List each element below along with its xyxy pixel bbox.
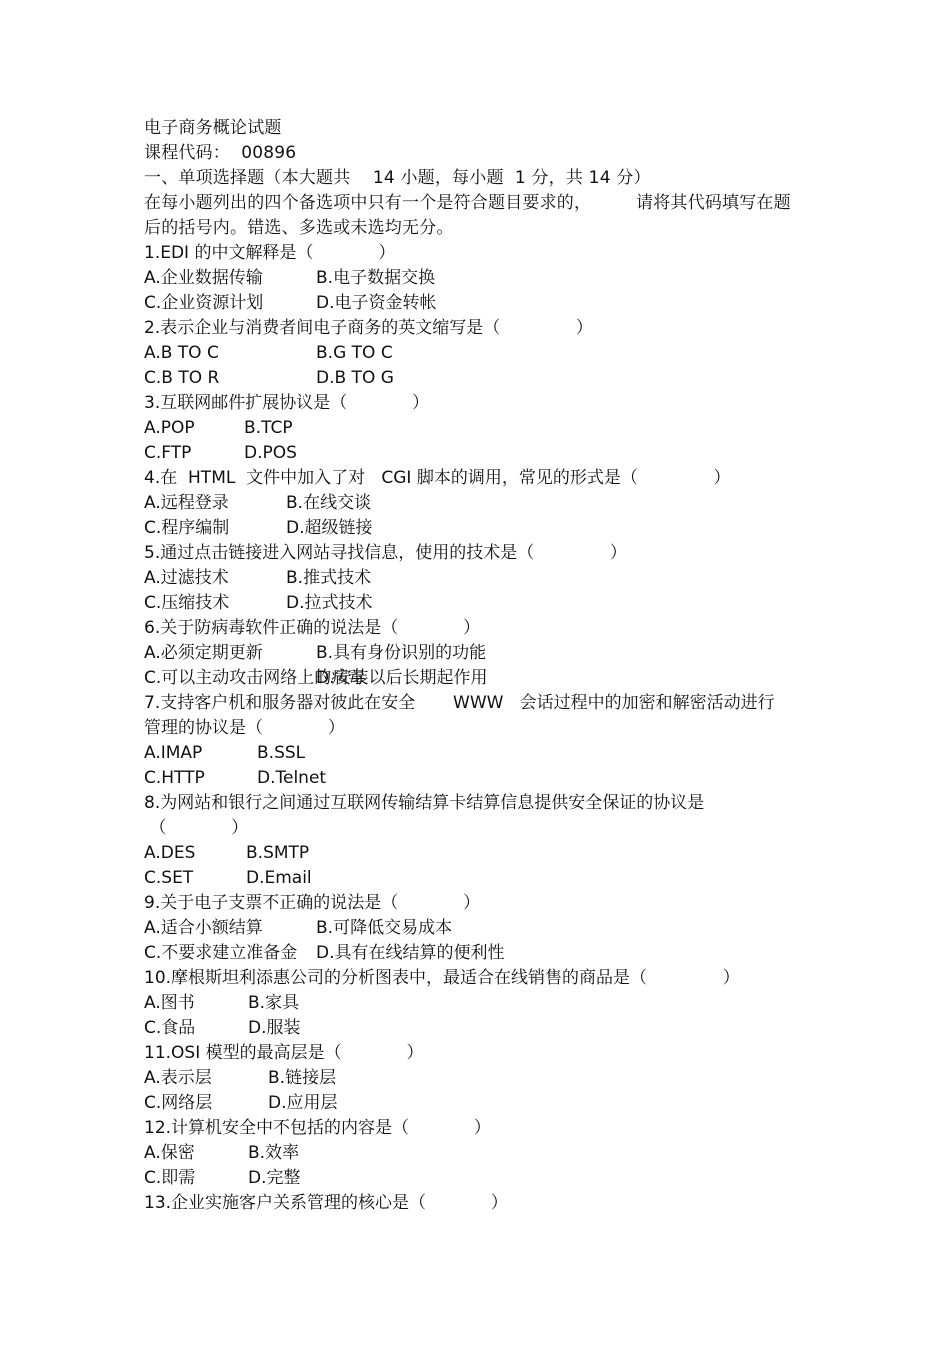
option-choice: D.POS	[244, 443, 297, 463]
question-item	[144, 241, 824, 316]
option-row	[144, 666, 824, 691]
option-choice: C.HTTP	[144, 768, 205, 788]
question-list	[144, 241, 824, 1216]
question-stem: （ ）	[144, 818, 249, 838]
question-stem: 12.计算机安全中不包括的内容是（ ）	[144, 1118, 491, 1138]
option-choice: D.完整	[248, 1168, 301, 1188]
option-choice: B.推式技术	[286, 568, 372, 588]
option-choice: C.B TO R	[144, 368, 220, 388]
question-item	[144, 1191, 824, 1216]
option-row	[144, 366, 824, 391]
option-choice: C.食品	[144, 1018, 196, 1038]
question-stem: 9.关于电子支票不正确的说法是（ ）	[144, 893, 481, 913]
option-choice: B.效率	[248, 1143, 300, 1163]
option-row	[144, 291, 824, 316]
option-choice: C.SET	[144, 868, 194, 888]
option-row	[144, 441, 824, 466]
exam-content	[144, 116, 824, 1216]
option-row	[144, 566, 824, 591]
option-choice: D.超级链接	[286, 518, 373, 538]
option-row	[144, 491, 824, 516]
question-stem: 4.在 HTML 文件中加入了对 CGI 脚本的调用，常见的形式是（ ）	[144, 468, 731, 488]
option-row	[144, 416, 824, 441]
option-row	[144, 991, 824, 1016]
option-choice: D.具有在线结算的便利性	[316, 943, 505, 963]
question-stem: 1.EDI 的中文解释是（ ）	[144, 243, 396, 263]
option-choice: C.程序编制	[144, 518, 230, 538]
option-row	[144, 641, 824, 666]
question-item	[144, 1116, 824, 1191]
question-stem: 管理的协议是（ ）	[144, 718, 345, 738]
option-row	[144, 1066, 824, 1091]
option-choice: B.SMTP	[246, 843, 310, 863]
instructions-line-1: 在每小题列出的四个备选项中只有一个是符合题目要求的， 请将其代码填写在题	[144, 193, 791, 213]
option-row	[144, 516, 824, 541]
option-row	[144, 916, 824, 941]
option-row	[144, 1141, 824, 1166]
option-choice: C.企业资源计划	[144, 293, 264, 313]
option-choice: C.压缩技术	[144, 593, 230, 613]
option-choice: A.适合小额结算	[144, 918, 263, 938]
question-item	[144, 541, 824, 616]
option-row	[144, 1166, 824, 1191]
option-choice: A.DES	[144, 843, 196, 863]
question-stem: 8.为网站和银行之间通过互联网传输结算卡结算信息提供安全保证的协议是	[144, 793, 705, 813]
option-choice: B.可降低交易成本	[316, 918, 453, 938]
option-choice: B.G TO C	[316, 343, 393, 363]
option-choice: D.服装	[248, 1018, 301, 1038]
option-choice: A.保密	[144, 1143, 195, 1163]
option-choice: A.图书	[144, 993, 195, 1013]
question-stem: 13.企业实施客户关系管理的核心是（ ）	[144, 1193, 508, 1213]
question-item	[144, 891, 824, 966]
option-row	[144, 1016, 824, 1041]
instructions-line-2: 后的括号内。错选、多选或未选均无分。	[144, 218, 454, 238]
question-stem: 6.关于防病毒软件正确的说法是（ ）	[144, 618, 481, 638]
option-row	[144, 741, 824, 766]
question-stem: 7.支持客户机和服务器对彼此在安全 WWW 会话过程中的加密和解密活动进行	[144, 693, 775, 713]
option-row	[144, 766, 824, 791]
question-stem: 3.互联网邮件扩展协议是（ ）	[144, 393, 430, 413]
option-row	[144, 1091, 824, 1116]
option-choice: D.拉式技术	[286, 593, 373, 613]
option-choice: A.远程登录	[144, 493, 229, 513]
option-choice: B.家具	[248, 993, 300, 1013]
option-row	[144, 591, 824, 616]
option-choice: C.网络层	[144, 1093, 213, 1113]
option-choice: C.FTP	[144, 443, 192, 463]
question-item	[144, 616, 824, 691]
option-choice: C.不要求建立准备金	[144, 943, 298, 963]
option-choice: A.IMAP	[144, 743, 203, 763]
option-choice: B.TCP	[244, 418, 293, 438]
section-heading: 一、单项选择题（本大题共 14 小题，每小题 1 分，共 14 分）	[144, 168, 651, 188]
question-item	[144, 691, 824, 791]
option-choice: A.必须定期更新	[144, 643, 263, 663]
option-choice: A.过滤技术	[144, 568, 229, 588]
option-row	[144, 266, 824, 291]
exam-title: 电子商务概论试题	[144, 118, 282, 138]
option-choice: B.具有身份识别的功能	[316, 643, 487, 663]
question-item	[144, 316, 824, 391]
option-choice: D.B TO G	[316, 368, 394, 388]
question-item	[144, 791, 824, 891]
option-choice: D.Telnet	[257, 768, 327, 788]
option-row	[144, 866, 824, 891]
option-row	[144, 341, 824, 366]
option-choice: B.SSL	[257, 743, 306, 763]
option-row	[144, 941, 824, 966]
option-choice: B.在线交谈	[286, 493, 372, 513]
question-stem: 11.OSI 模型的最高层是（ ）	[144, 1043, 424, 1063]
question-item	[144, 391, 824, 466]
option-choice: A.POP	[144, 418, 195, 438]
question-stem: 10.摩根斯坦利添惠公司的分析图表中，最适合在线销售的商品是（ ）	[144, 968, 740, 988]
option-choice: B.链接层	[268, 1068, 337, 1088]
option-row	[144, 841, 824, 866]
option-choice: C.即需	[144, 1168, 196, 1188]
question-stem: 5.通过点击链接进入网站寻找信息，使用的技术是（ ）	[144, 543, 627, 563]
option-choice: D.电子资金转帐	[316, 293, 437, 313]
question-item	[144, 466, 824, 541]
question-item	[144, 966, 824, 1041]
option-choice: D.Email	[246, 868, 312, 888]
option-choice: A.表示层	[144, 1068, 212, 1088]
option-choice: A.B TO C	[144, 343, 219, 363]
option-choice: A.企业数据传输	[144, 268, 263, 288]
course-code: 课程代码： 00896	[144, 143, 297, 163]
option-choice: B.电子数据交换	[316, 268, 436, 288]
option-choice: D.安装以后长期起作用	[316, 668, 488, 688]
question-stem: 2.表示企业与消费者间电子商务的英文缩写是（ ）	[144, 318, 593, 338]
question-item	[144, 1041, 824, 1116]
option-choice: C.可以主动攻击网络上的病毒	[144, 668, 366, 688]
option-choice: D.应用层	[268, 1093, 338, 1113]
